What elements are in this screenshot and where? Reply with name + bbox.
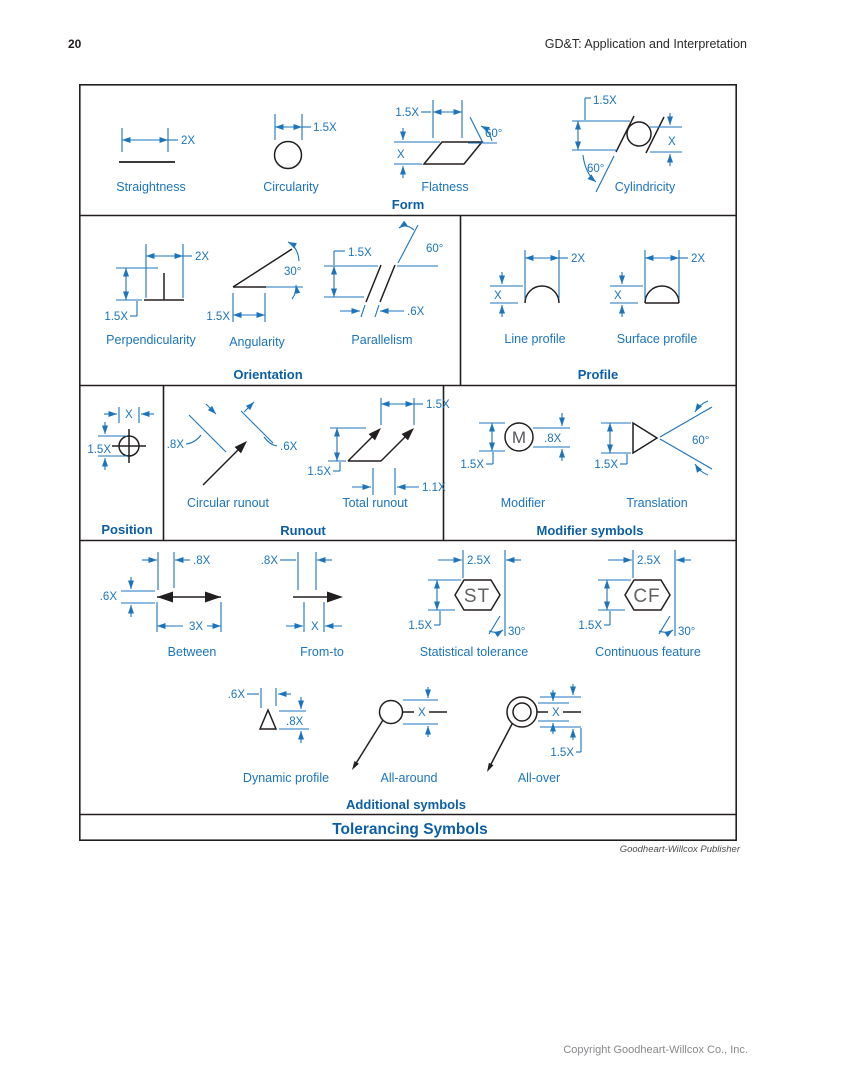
perpendicularity-label: Perpendicularity: [106, 333, 196, 347]
cylindricity-diameter-dim: X: [668, 136, 676, 148]
continuous-feature-angle-dim: 30°: [678, 626, 696, 638]
continuous-feature-width-dim: 2.5X: [637, 555, 661, 567]
total-runout-label: Total runout: [342, 496, 408, 510]
parallelism-angle-dim: 60°: [426, 243, 444, 255]
total-runout-symbol: [307, 398, 450, 510]
modifier-letter-height-dim: .8X: [544, 433, 562, 445]
between-label: Between: [167, 645, 217, 659]
modifier-symbols-section-label: Modifier symbols: [536, 523, 644, 538]
line-profile-symbol: [490, 250, 585, 346]
position-width-dim: X: [125, 409, 133, 421]
all-over-outer-dim: 1.5X: [550, 747, 574, 759]
total-runout-spacing-dim: 1.1X: [422, 482, 446, 494]
publisher-credit: Goodheart-Willcox Publisher: [619, 844, 740, 855]
translation-symbol: [594, 401, 712, 510]
angularity-symbol: [206, 242, 303, 349]
additional-symbols-section-label: Additional symbols: [346, 797, 466, 812]
form-section-label: Form: [391, 197, 425, 212]
flatness-symbol: [394, 100, 502, 194]
total-runout-height-dim: 1.5X: [307, 466, 331, 478]
between-length-dim: 3X: [189, 621, 204, 633]
orientation-section-label: Orientation: [233, 367, 303, 382]
translation-height-dim: 1.5X: [594, 459, 618, 471]
from-to-symbol: [261, 552, 344, 659]
circular-runout-symbol: [167, 402, 298, 510]
surface-profile-symbol: [610, 250, 705, 346]
copyright-footer: Copyright Goodheart-Willcox Co., Inc.: [563, 1044, 748, 1056]
line-profile-height-dim: X: [494, 290, 502, 302]
statistical-tolerance-angle-dim: 30°: [508, 626, 526, 638]
tolerancing-symbols-figure: [79, 84, 737, 846]
dynamic-profile-symbol: [228, 688, 329, 785]
angularity-angle-dim: 30°: [284, 266, 302, 278]
between-head-dim: .8X: [193, 555, 211, 567]
statistical-tolerance-height-dim: 1.5X: [408, 620, 432, 632]
from-to-label: From-to: [300, 645, 344, 659]
between-symbol: [100, 552, 221, 659]
circular-runout-label: Circular runout: [187, 496, 269, 510]
all-over-label: All-over: [517, 771, 561, 785]
angularity-width-dim: 1.5X: [206, 311, 230, 323]
total-runout-width-dim: 1.5X: [426, 399, 450, 411]
cylindricity-symbol: [572, 95, 682, 194]
modifier-height-dim: 1.5X: [460, 459, 484, 471]
all-around-label: All-around: [380, 771, 438, 785]
all-over-symbol: [487, 684, 581, 785]
flatness-width-dim: 1.5X: [395, 107, 419, 119]
line-profile-width-dim: 2X: [571, 253, 586, 265]
perpendicularity-height-dim: 1.5X: [104, 311, 128, 323]
surface-profile-width-dim: 2X: [691, 253, 706, 265]
figure-canvas: [79, 84, 737, 841]
parallelism-height-dim: 1.5X: [348, 247, 372, 259]
continuous-feature-label: Continuous feature: [595, 645, 701, 659]
position-section-label: Position: [101, 522, 153, 537]
continuous-feature-symbol: [578, 550, 701, 659]
from-to-tail-dim: X: [311, 621, 319, 633]
dynamic-profile-label: Dynamic profile: [242, 771, 330, 785]
all-around-diameter-dim: X: [418, 707, 426, 719]
cylindricity-height-dim: 1.5X: [593, 95, 617, 107]
all-over-inner-dim: X: [552, 707, 560, 719]
straightness-width-dim: 2X: [181, 135, 196, 147]
line-profile-label: Line profile: [504, 332, 566, 346]
angularity-label: Angularity: [229, 335, 285, 349]
perpendicularity-symbol: [104, 244, 209, 347]
page-number: 20: [68, 37, 82, 51]
modifier-label: Modifier: [500, 496, 546, 510]
dynamic-profile-height-dim: .8X: [286, 716, 304, 728]
flatness-angle-dim: 60°: [485, 128, 503, 140]
statistical-tolerance-letters: ST: [463, 586, 491, 607]
translation-label: Translation: [626, 496, 688, 510]
statistical-tolerance-width-dim: 2.5X: [467, 555, 491, 567]
modifier-symbol: [460, 413, 570, 510]
surface-profile-height-dim: X: [614, 290, 622, 302]
surface-profile-label: Surface profile: [616, 332, 698, 346]
straightness-label: Straightness: [116, 180, 186, 194]
runout-section-label: Runout: [280, 523, 326, 538]
all-around-symbol: [352, 687, 447, 785]
circularity-symbol: [263, 114, 337, 194]
position-height-dim: 1.5X: [87, 444, 111, 456]
figure-title: Tolerancing Symbols: [332, 821, 488, 838]
flatness-label: Flatness: [421, 180, 469, 194]
circular-runout-left-dim: .8X: [166, 439, 184, 451]
flatness-height-dim: X: [397, 149, 405, 161]
running-header: GD&T: Application and Interpretation: [544, 37, 747, 51]
parallelism-symbol: [324, 225, 443, 347]
parallelism-gap-dim: .6X: [407, 306, 425, 318]
modifier-letter: M: [511, 428, 527, 447]
continuous-feature-letters: CF: [633, 586, 661, 607]
straightness-symbol: [116, 128, 195, 194]
perpendicularity-width-dim: 2X: [195, 251, 210, 263]
dynamic-profile-width-dim: .6X: [227, 689, 245, 701]
translation-angle-dim: 60°: [692, 435, 710, 447]
circularity-label: Circularity: [263, 180, 319, 194]
cylindricity-label: Cylindricity: [614, 180, 676, 194]
profile-section-label: Profile: [577, 367, 619, 382]
statistical-tolerance-label: Statistical tolerance: [419, 645, 529, 659]
parallelism-label: Parallelism: [351, 333, 413, 347]
statistical-tolerance-symbol: [408, 550, 528, 659]
from-to-head-dim: .8X: [260, 555, 278, 567]
position-symbol: [87, 407, 154, 537]
circularity-width-dim: 1.5X: [313, 122, 337, 134]
circular-runout-right-dim: .6X: [280, 441, 298, 453]
between-thickness-dim: .6X: [99, 591, 117, 603]
continuous-feature-height-dim: 1.5X: [578, 620, 602, 632]
cylindricity-angle-dim: 60°: [587, 163, 605, 175]
